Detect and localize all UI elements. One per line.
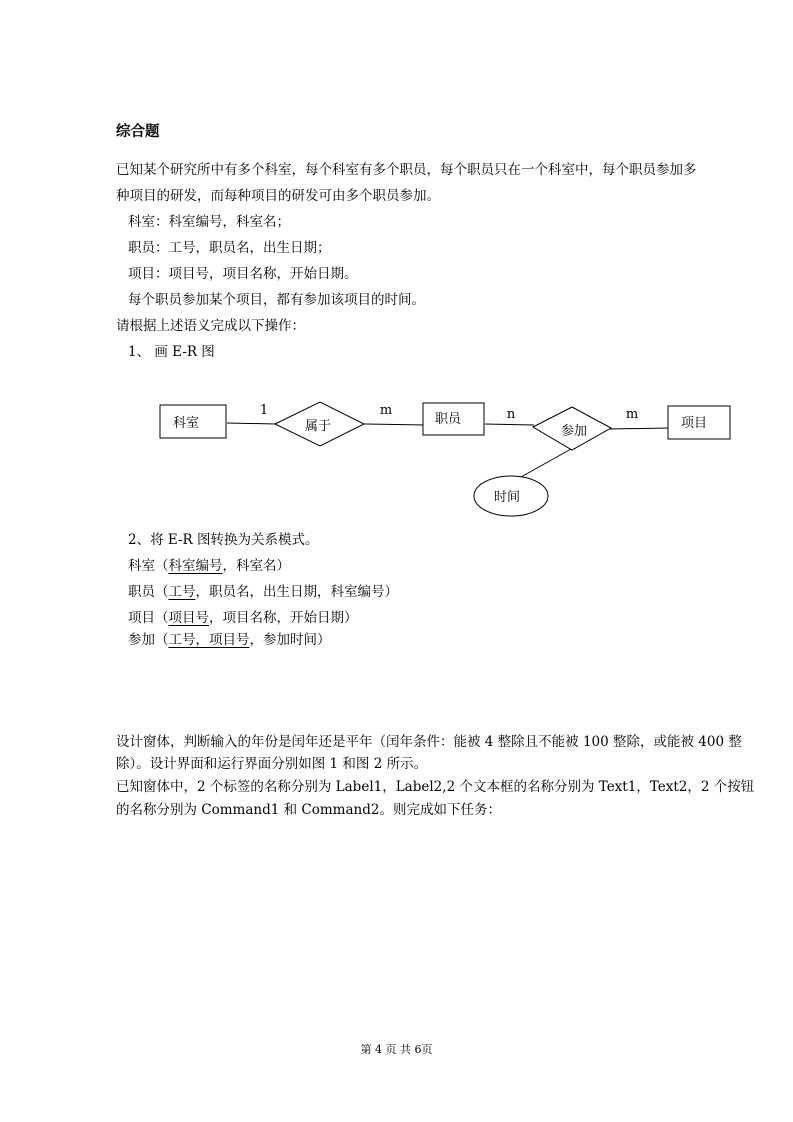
entity-staff-label: 职员 <box>434 412 462 427</box>
schema-join <box>128 630 331 650</box>
attr-time-label: 时间 <box>493 490 521 505</box>
edge-dept-belongs <box>227 423 276 424</box>
staff-attributes: 职员：工号，职员名，出生日期； <box>128 240 331 256</box>
relation-join-label: 参加 <box>560 424 588 439</box>
schema-staff-key: 工号 <box>168 584 196 600</box>
schema-project-rest: ，项目名称，开始日期） <box>209 610 358 626</box>
page-footer: 第 4 页 共 6页 <box>360 1043 433 1056</box>
schema-staff-rest: ，职员名，出生日期，科室编号） <box>195 584 398 600</box>
entity-dept-label: 科室 <box>172 416 200 431</box>
schema-project-key: 项目号 <box>168 610 209 626</box>
dept-attributes: 科室：科室编号，科室名； <box>128 214 290 230</box>
relation-belongs-label: 属于 <box>304 419 332 434</box>
card-project: m <box>625 407 639 422</box>
schema-join-key: 工号，项目号 <box>168 632 250 648</box>
schema-project <box>128 608 358 628</box>
schema-staff <box>128 582 398 602</box>
schema-dept-rest: ，科室名） <box>222 558 290 574</box>
task2-line-4: 的名称分别为 Command1 和 Command2。则完成如下任务： <box>116 802 501 818</box>
section-title: 综合题 <box>116 124 160 140</box>
edge-join-project <box>610 428 669 429</box>
card-dept: 1 <box>259 403 269 418</box>
participation-note: 每个职员参加某个项目，都有参加该项目的时间。 <box>128 292 425 308</box>
schema-dept-name: 科室（ <box>128 558 169 574</box>
instruction: 请根据上述语义完成以下操作： <box>116 318 305 334</box>
schema-join-rest: ，参加时间） <box>249 632 331 648</box>
schema-project-name: 项目（ <box>128 610 169 626</box>
step-1-label: 1、 画 E-R 图 <box>128 344 215 360</box>
intro-line-2: 种项目的研发，而每种项目的研发可由多个职员参加。 <box>116 188 440 204</box>
edge-join-time <box>521 449 571 477</box>
schema-dept <box>128 556 290 576</box>
task2-line-1: 设计窗体，判断输入的年份是闰年还是平年（闰年条件：能被 4 整除且不能被 100 整除，或能被 400 整 <box>116 734 742 750</box>
edge-belongs-staff <box>364 424 425 425</box>
card-staff-belongs: m <box>379 403 393 418</box>
card-staff-join: n <box>506 407 516 422</box>
entity-project-label: 项目 <box>680 416 708 431</box>
edge-staff-join <box>485 424 534 425</box>
schema-join-name: 参加（ <box>128 632 169 648</box>
task2-line-2: 除）。设计界面和运行界面分别如图 1 和图 2 所示。 <box>116 756 428 772</box>
project-attributes: 项目：项目号，项目名称，开始日期。 <box>128 266 358 282</box>
er-diagram <box>0 390 793 530</box>
step-2-label: 2、将 E-R 图转换为关系模式。 <box>128 532 319 548</box>
schema-dept-key: 科室编号 <box>168 558 223 574</box>
intro-line-1: 已知某个研究所中有多个科室，每个科室有多个职员，每个职员只在一个科室中，每个职员参加多 <box>116 162 697 178</box>
task2-line-3: 已知窗体中，2 个标签的名称分别为 Label1，Label2,2 个文本框的名称分别为 Text1，Text2，2 个按钮 <box>116 779 755 795</box>
schema-staff-name: 职员（ <box>128 584 169 600</box>
